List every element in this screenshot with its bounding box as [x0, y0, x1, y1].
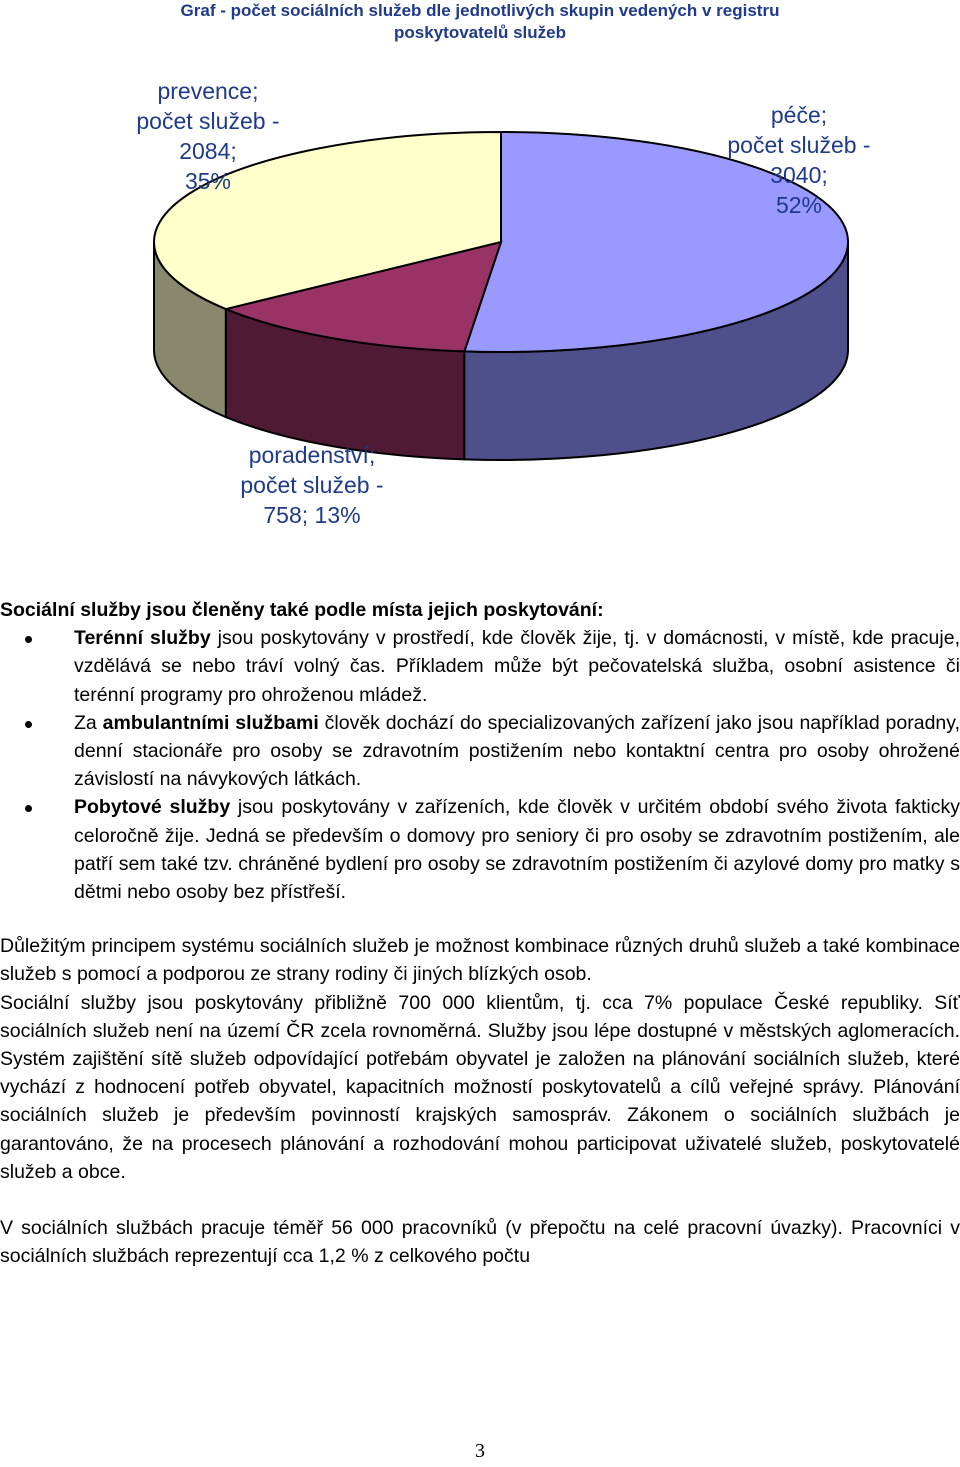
- paragraph-workers: V sociálních službách pracuje téměř 56 000 pracovníků (v přepočtu na celé pracovní úvazky). Pracovníci v sociálních službách reprezentují cca 1,2 % z celkového počtu: [0, 1217, 960, 1268]
- label-pece-line-4: 52%: [775, 192, 823, 218]
- text-pobytove: jsou poskytovány v zařízeních, kde člověk v určitém období svého života fakticky celoročně žije. Jedná se především o domovy pro seniory či pro osoby se zdravotním postižením, ale patří sem také tzv. chráněné bydlení pro osoby se zdravotním postižením či azylové domy pro matky s dětmi nebo osoby bez přístřeší.: [74, 796, 960, 904]
- label-poradenstvi-line-3: 758; 13%: [263, 502, 361, 528]
- label-prevence: [118, 76, 298, 196]
- prefix-ambulantni: Za: [74, 711, 103, 734]
- bullet-icon: [25, 805, 32, 812]
- paragraph-clients: Sociální služby jsou poskytovány přibližně 700 000 klientům, tj. cca 7% populace České republiky. Síť sociálních služeb není na území ČR zcela rovnoměrná. Služby jsou lépe dostupné v městských aglomeracích. Systém zajištění sítě služeb odpovídající potřebám obyvatel je založen na plánování sociálních služeb, které vychází z hodnocení potřeb obyvatel, kapacitních možností poskytovatelů a cílů veřejné správy. Plánování sociálních služeb je především povinností krajských samospráv. Zákonem o sociálních službách je garantováno, že na procesech plánování a rozhodování mohou participovat uživatelé služeb, poskytovatelé služeb a obce.: [0, 991, 960, 1183]
- label-poradenstvi: [222, 440, 402, 530]
- label-pece-line-1: péče;: [770, 102, 828, 128]
- label-pece-line-3: 3040;: [770, 162, 828, 188]
- label-prevence-line-1: prevence;: [157, 78, 259, 104]
- label-pece-line-2: počet služeb -: [727, 132, 871, 158]
- bullet-icon: [25, 721, 32, 728]
- term-terenni: Terénní služby: [74, 627, 211, 650]
- list-item-ambulantni: [0, 709, 960, 794]
- text-ambulantni: člověk dochází do specializovaných zařízení jako jsou například poradny, denní stacionáře pro osoby se zdravotním postižením nebo kontaktní centra pro osoby ohrožené závislostí na návykových látkách.: [74, 711, 960, 791]
- term-pobytove: Pobytové služby: [74, 796, 231, 819]
- paragraph-principle: Důležitým principem systému sociálních služeb je možnost kombinace různých druhů služeb a také kombinace služeb s pomocí a podporou ze strany rodiny či jiných blízkých osob.: [0, 935, 960, 986]
- text-terenni: jsou poskytovány v prostředí, kde člověk žije, tj. v domácnosti, v místě, kde pracuje, vzdělává se nebo tráví volný čas. Příkladem může být pečovatelská služba, osobní asistence či terénní programy pro ohroženou mládež.: [74, 627, 960, 706]
- label-pece: [704, 100, 894, 220]
- list-item-terenni: [0, 624, 960, 709]
- chart-title-line-2: poskytovatelů služeb: [394, 23, 566, 42]
- label-poradenstvi-line-1: poradenství;: [248, 442, 376, 468]
- list-item-pobytove: [0, 793, 960, 906]
- term-ambulantni: ambulantními službami: [102, 711, 319, 734]
- label-poradenstvi-line-2: počet služeb -: [240, 472, 384, 498]
- document-body: [0, 596, 960, 1270]
- label-prevence-line-4: 35%: [184, 168, 232, 194]
- label-prevence-line-2: počet služeb -: [136, 108, 280, 134]
- section-heading: Sociální služby jsou členěny také podle místa jejich poskytování:: [0, 599, 604, 621]
- page-number: 3: [475, 1440, 485, 1462]
- service-type-list: [0, 624, 960, 906]
- chart-title-line-1: Graf - počet sociálních služeb dle jednotlivých skupin vedených v registru: [180, 1, 780, 20]
- bullet-icon: [25, 636, 32, 643]
- label-prevence-line-3: 2084;: [179, 138, 237, 164]
- pie-chart: [0, 0, 960, 470]
